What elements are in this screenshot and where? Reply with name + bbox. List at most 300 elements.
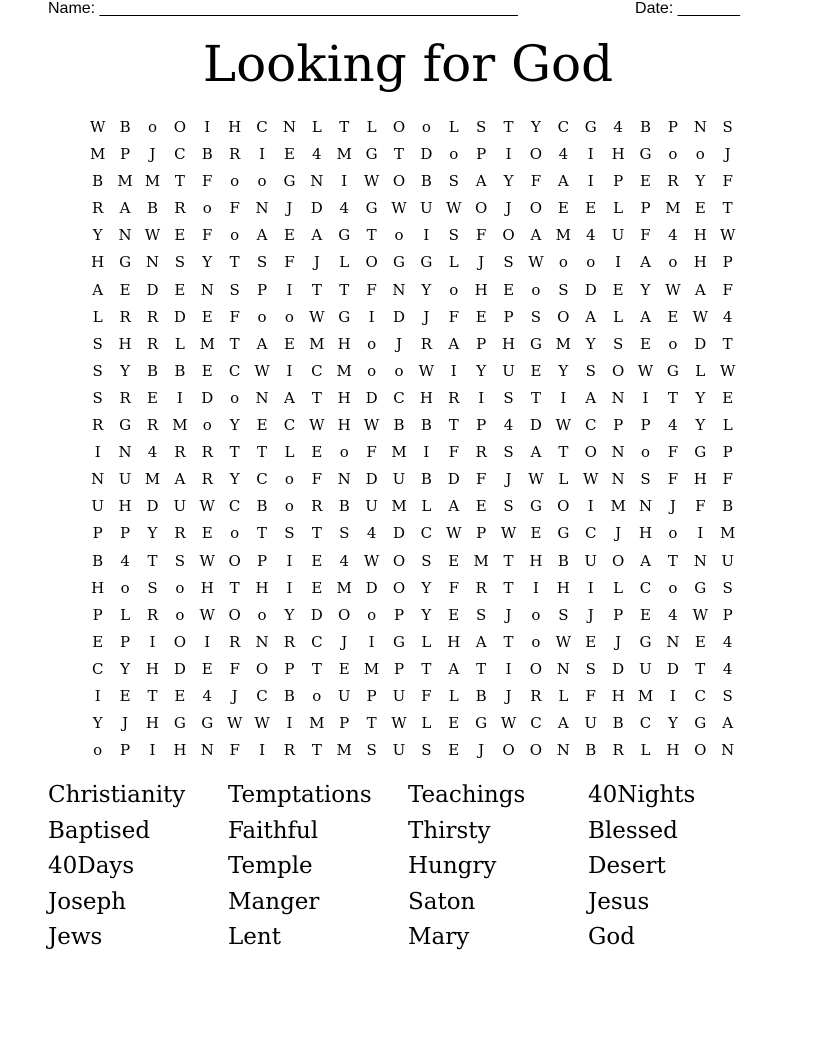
grid-cell: 4 xyxy=(312,145,322,164)
grid-cell: S xyxy=(448,172,459,191)
word-list-item: Faithful xyxy=(228,817,319,844)
grid-cell: T xyxy=(147,551,158,570)
grid-cell: N xyxy=(666,632,680,651)
grid-cell: F xyxy=(202,226,213,245)
grid-cell: B xyxy=(146,199,158,218)
grid-cell: 4 xyxy=(668,226,678,245)
grid-cell: H xyxy=(337,416,351,435)
grid-cell: P xyxy=(613,172,624,191)
grid-cell: U xyxy=(639,659,652,678)
grid-cell: O xyxy=(557,497,570,516)
word-list-item: Manger xyxy=(228,888,320,915)
grid-cell: E xyxy=(174,280,186,299)
grid-cell: R xyxy=(448,388,460,407)
grid-cell: W xyxy=(719,361,736,380)
grid-cell: F xyxy=(667,470,679,489)
grid-cell: B xyxy=(393,416,405,435)
grid-cell: W xyxy=(309,307,325,326)
grid-cell: o xyxy=(339,443,349,462)
grid-cell: R xyxy=(174,524,186,543)
grid-cell: F xyxy=(284,253,295,272)
grid-cell: O xyxy=(173,632,187,651)
word-list xyxy=(48,778,768,956)
grid-cell: T xyxy=(722,199,733,218)
grid-cell: S xyxy=(558,605,569,624)
grid-cell: E xyxy=(475,497,487,516)
grid-cell: o xyxy=(449,280,459,299)
grid-cell: P xyxy=(667,118,678,136)
grid-cell: F xyxy=(421,686,432,705)
grid-cell: R xyxy=(475,443,487,462)
grid-cell: O xyxy=(502,226,515,245)
grid-cell: E xyxy=(174,226,186,245)
grid-cell: M xyxy=(720,524,736,543)
word-list-item: Mary xyxy=(408,924,470,950)
grid-cell: T xyxy=(257,443,268,462)
grid-cell: B xyxy=(420,172,432,191)
grid-cell: H xyxy=(611,145,625,164)
grid-cell: W xyxy=(583,470,599,489)
grid-cell: F xyxy=(229,659,240,678)
grid-cell: U xyxy=(337,686,351,705)
grid-cell: J xyxy=(505,605,512,624)
grid-cell: R xyxy=(201,443,213,462)
grid-cell: O xyxy=(392,551,406,570)
grid-cell: W xyxy=(418,361,435,380)
grid-cell: P xyxy=(256,280,268,299)
grid-cell: W xyxy=(363,172,380,191)
grid-cell: C xyxy=(584,524,597,543)
grid-cell: A xyxy=(448,334,460,353)
grid-cell: A xyxy=(92,280,104,299)
grid-cell: 4 xyxy=(120,551,130,570)
grid-cell: R xyxy=(146,605,159,624)
grid-cell: A xyxy=(640,307,651,326)
grid-cell: O xyxy=(228,551,241,570)
grid-cell: E xyxy=(283,334,295,353)
grid-cell: O xyxy=(255,659,269,678)
grid-cell: I xyxy=(587,145,594,164)
grid-cell: R xyxy=(475,578,487,597)
grid-cell: B xyxy=(420,416,432,435)
grid-cell: I xyxy=(505,145,512,164)
grid-cell: S xyxy=(612,334,624,353)
grid-cell: U xyxy=(502,361,515,380)
grid-cell: C xyxy=(694,686,707,705)
grid-cell: O xyxy=(475,199,488,218)
grid-cell: P xyxy=(640,199,651,218)
grid-cell: o xyxy=(668,145,678,164)
grid-cell: N xyxy=(611,443,625,462)
word-list-item: Temptations xyxy=(228,782,372,808)
grid-cell: F xyxy=(695,497,706,516)
grid-cell: S xyxy=(284,524,295,543)
grid-cell: S xyxy=(229,280,240,299)
grid-cell: L xyxy=(421,632,432,651)
grid-cell: H xyxy=(638,524,653,543)
grid-cell: O xyxy=(611,361,625,380)
grid-cell: H xyxy=(145,659,160,678)
grid-cell: T xyxy=(311,741,322,760)
grid-cell: 4 xyxy=(558,145,569,164)
grid-cell: O xyxy=(529,145,543,164)
grid-cell: o xyxy=(230,226,240,245)
grid-cell: N xyxy=(118,226,132,245)
grid-cell: B xyxy=(612,714,624,733)
grid-cell: S xyxy=(92,388,103,407)
grid-cell: D xyxy=(201,388,214,407)
grid-cell: S xyxy=(585,361,596,380)
grid-cell: P xyxy=(393,659,405,678)
grid-cell: G xyxy=(338,226,351,245)
grid-cell: R xyxy=(119,388,131,407)
grid-cell: C xyxy=(420,524,433,543)
word-list-item: Thirsty xyxy=(408,817,491,844)
grid-cell: E xyxy=(530,524,542,543)
grid-cell: O xyxy=(529,659,543,678)
grid-cell: A xyxy=(530,443,542,462)
grid-cell: D xyxy=(365,470,378,489)
grid-cell: L xyxy=(695,361,706,380)
grid-cell: O xyxy=(584,443,597,462)
grid-cell: A xyxy=(119,199,131,218)
grid-cell: o xyxy=(668,334,678,353)
grid-cell: C xyxy=(311,632,323,651)
grid-cell: P xyxy=(476,145,487,164)
grid-cell: o xyxy=(695,145,705,164)
grid-cell: E xyxy=(448,741,460,760)
grid-cell: S xyxy=(421,551,432,570)
grid-cell: H xyxy=(611,686,625,705)
grid-cell: L xyxy=(448,686,459,705)
grid-cell: G xyxy=(666,361,679,380)
grid-cell: o xyxy=(558,253,568,272)
grid-cell: F xyxy=(229,741,240,760)
grid-cell: P xyxy=(120,524,131,543)
grid-cell: R xyxy=(612,741,624,760)
word-list-item: Desert xyxy=(588,853,666,879)
grid-cell: H xyxy=(118,334,132,353)
grid-cell: S xyxy=(366,741,377,760)
grid-cell: D xyxy=(146,497,159,516)
grid-cell: o xyxy=(202,416,212,435)
grid-cell: B xyxy=(92,551,104,570)
grid-cell: I xyxy=(286,280,293,299)
grid-cell: Y xyxy=(229,470,240,489)
grid-cell: N xyxy=(255,388,269,407)
grid-cell: A xyxy=(640,253,651,272)
grid-cell: P xyxy=(339,714,350,733)
grid-cell: o xyxy=(367,605,377,624)
grid-cell: o xyxy=(367,361,377,380)
grid-cell: o xyxy=(257,307,267,326)
grid-cell: G xyxy=(173,714,186,733)
grid-cell: T xyxy=(311,659,322,678)
grid-cell: Y xyxy=(695,172,706,191)
grid-cell: I xyxy=(176,388,183,407)
grid-cell: 4 xyxy=(202,686,213,705)
grid-cell: E xyxy=(92,632,104,651)
grid-cell: T xyxy=(448,416,459,435)
grid-cell: L xyxy=(284,443,295,462)
grid-cell: E xyxy=(119,280,131,299)
grid-cell: H xyxy=(693,226,707,245)
grid-cell: G xyxy=(475,714,488,733)
grid-cell: F xyxy=(475,470,487,489)
grid-cell: E xyxy=(530,361,542,380)
grid-cell: R xyxy=(283,741,296,760)
grid-cell: G xyxy=(119,416,132,435)
grid-cell: A xyxy=(585,388,597,407)
grid-cell: E xyxy=(667,307,679,326)
grid-cell: I xyxy=(341,172,348,191)
grid-cell: L xyxy=(339,253,350,272)
grid-cell: E xyxy=(640,172,651,191)
grid-cell: N xyxy=(392,280,406,299)
grid-cell: W xyxy=(555,416,572,435)
grid-cell: H xyxy=(255,578,269,597)
grid-cell: P xyxy=(640,416,651,435)
grid-cell: C xyxy=(530,714,542,733)
grid-cell: W xyxy=(528,253,544,272)
grid-cell: 4 xyxy=(147,443,158,462)
grid-cell: P xyxy=(120,741,131,760)
grid-cell: L xyxy=(421,714,432,733)
grid-cell: A xyxy=(475,632,487,651)
grid-cell: 4 xyxy=(668,605,678,624)
grid-cell: S xyxy=(339,524,350,543)
grid-cell: I xyxy=(423,226,430,245)
grid-cell: I xyxy=(669,686,676,705)
grid-cell: G xyxy=(119,253,132,272)
grid-cell: C xyxy=(228,497,241,516)
grid-cell: U xyxy=(721,551,734,570)
grid-cell: O xyxy=(392,172,406,191)
grid-cell: O xyxy=(529,199,543,218)
grid-cell: H xyxy=(200,578,214,597)
grid-cell: E xyxy=(640,605,651,624)
grid-cell: E xyxy=(503,280,515,299)
grid-cell: o xyxy=(284,470,294,489)
grid-cell: Y xyxy=(120,361,131,380)
grid-cell: H xyxy=(693,253,707,272)
grid-cell: W xyxy=(309,416,325,435)
grid-cell: o xyxy=(394,226,404,245)
grid-cell: S xyxy=(585,659,596,678)
grid-cell: P xyxy=(722,605,733,624)
grid-cell: U xyxy=(611,226,625,245)
grid-cell: 4 xyxy=(503,416,514,435)
grid-cell: D xyxy=(365,388,378,407)
grid-cell: E xyxy=(585,199,597,218)
grid-cell: J xyxy=(505,470,512,489)
grid-cell: T xyxy=(503,578,514,597)
grid-cell: 4 xyxy=(722,632,733,651)
grid-cell: o xyxy=(531,632,541,651)
grid-cell: G xyxy=(529,497,542,516)
grid-cell: I xyxy=(615,253,622,272)
grid-cell: F xyxy=(229,307,240,326)
grid-cell: U xyxy=(584,714,598,733)
grid-cell: P xyxy=(722,443,733,462)
grid-cell: F xyxy=(366,280,377,299)
grid-cell: J xyxy=(587,605,594,624)
grid-cell: I xyxy=(94,443,101,462)
grid-cell: S xyxy=(722,686,733,705)
grid-cell: M xyxy=(144,470,161,489)
grid-cell: Y xyxy=(667,714,678,733)
grid-cell: Y xyxy=(92,226,103,245)
grid-cell: T xyxy=(311,524,322,543)
grid-cell: I xyxy=(642,388,649,407)
grid-cell: F xyxy=(722,280,733,299)
letter-grid xyxy=(84,114,741,764)
grid-cell: R xyxy=(311,497,323,516)
grid-cell: H xyxy=(118,497,132,516)
grid-cell: D xyxy=(584,280,597,299)
grid-cell: L xyxy=(558,470,569,489)
grid-cell: S xyxy=(503,388,514,407)
grid-cell: P xyxy=(393,605,405,624)
grid-cell: U xyxy=(91,497,105,516)
grid-cell: B xyxy=(722,497,734,516)
grid-cell: A xyxy=(448,659,460,678)
grid-cell: M xyxy=(363,659,380,678)
grid-cell: o xyxy=(257,605,267,624)
grid-cell: F xyxy=(585,686,596,705)
grid-cell: T xyxy=(147,686,158,705)
grid-cell: B xyxy=(283,686,295,705)
grid-cell: W xyxy=(226,714,243,733)
grid-cell: T xyxy=(229,253,240,272)
grid-cell: I xyxy=(204,118,211,136)
word-list-item: Saton xyxy=(408,888,476,915)
grid-cell: W xyxy=(637,361,654,380)
grid-cell: A xyxy=(722,714,734,733)
grid-cell: J xyxy=(286,199,293,218)
grid-cell: E xyxy=(256,416,268,435)
grid-cell: A xyxy=(585,307,597,326)
grid-cell: E xyxy=(147,388,158,407)
grid-cell: A xyxy=(557,172,569,191)
grid-cell: H xyxy=(693,470,707,489)
grid-cell: C xyxy=(639,578,652,597)
grid-cell: J xyxy=(505,686,512,705)
grid-cell: F xyxy=(448,443,459,462)
grid-cell: o xyxy=(668,253,678,272)
grid-cell: L xyxy=(448,253,459,272)
grid-cell: Y xyxy=(92,714,103,733)
grid-cell: P xyxy=(503,307,514,326)
grid-cell: M xyxy=(309,714,325,733)
grid-cell: S xyxy=(722,578,733,597)
grid-cell: M xyxy=(555,334,572,353)
grid-cell: E xyxy=(557,199,569,218)
grid-cell: I xyxy=(149,741,156,760)
grid-cell: R xyxy=(201,470,213,489)
grid-cell: A xyxy=(640,551,651,570)
grid-cell: T xyxy=(558,443,569,462)
grid-cell: G xyxy=(393,632,405,651)
grid-cell: R xyxy=(146,416,159,435)
grid-cell: T xyxy=(229,443,240,462)
grid-cell: U xyxy=(392,741,406,760)
grid-cell: B xyxy=(201,145,213,164)
grid-cell: I xyxy=(587,578,594,597)
name-field: Name: _______________________________________________ xyxy=(48,0,518,17)
grid-cell: W xyxy=(363,551,380,570)
grid-cell: T xyxy=(366,714,377,733)
grid-cell: F xyxy=(640,226,651,245)
grid-cell: L xyxy=(613,199,624,218)
grid-cell: o xyxy=(230,172,240,191)
grid-cell: L xyxy=(448,118,459,136)
grid-cell: Y xyxy=(695,388,706,407)
grid-cell: I xyxy=(587,172,594,191)
grid-cell: J xyxy=(478,741,485,760)
grid-cell: G xyxy=(694,714,707,733)
grid-cell: o xyxy=(586,253,596,272)
grid-cell: M xyxy=(90,145,106,164)
grid-cell: R xyxy=(119,307,131,326)
page-title: Looking for God xyxy=(202,35,614,93)
grid-cell: O xyxy=(694,741,707,760)
grid-cell: M xyxy=(144,172,161,191)
grid-cell: R xyxy=(174,443,186,462)
grid-cell: I xyxy=(286,578,293,597)
grid-cell: J xyxy=(615,524,622,543)
grid-cell: o xyxy=(175,605,185,624)
grid-cell: E xyxy=(201,524,213,543)
word-list-item: God xyxy=(588,924,635,950)
grid-cell: O xyxy=(392,578,406,597)
grid-cell: W xyxy=(719,226,736,245)
grid-cell: W xyxy=(199,551,215,570)
grid-cell: I xyxy=(423,443,430,462)
grid-cell: I xyxy=(505,659,512,678)
grid-cell: Y xyxy=(284,605,295,624)
grid-cell: Y xyxy=(503,172,514,191)
grid-cell: R xyxy=(146,307,159,326)
grid-cell: P xyxy=(476,524,487,543)
grid-cell: E xyxy=(201,659,213,678)
grid-cell: Y xyxy=(229,416,240,435)
grid-cell: E xyxy=(201,361,213,380)
grid-cell: O xyxy=(529,741,543,760)
grid-cell: M xyxy=(336,361,352,380)
grid-cell: B xyxy=(585,741,597,760)
grid-cell: J xyxy=(341,632,348,651)
grid-cell: E xyxy=(722,388,734,407)
grid-cell: o xyxy=(449,145,459,164)
grid-cell: E xyxy=(311,551,323,570)
grid-cell: C xyxy=(639,714,652,733)
grid-cell: L xyxy=(613,307,624,326)
grid-cell: R xyxy=(283,632,296,651)
grid-cell: 4 xyxy=(613,118,623,136)
grid-cell: S xyxy=(421,741,432,760)
grid-cell: L xyxy=(640,741,651,760)
grid-cell: C xyxy=(91,659,104,678)
grid-cell: O xyxy=(392,118,406,136)
grid-cell: I xyxy=(368,632,375,651)
grid-cell: U xyxy=(365,497,378,516)
grid-cell: D xyxy=(694,334,707,353)
grid-cell: T xyxy=(530,388,541,407)
grid-cell: B xyxy=(639,118,652,136)
grid-cell: E xyxy=(694,199,706,218)
grid-cell: D xyxy=(420,145,433,164)
